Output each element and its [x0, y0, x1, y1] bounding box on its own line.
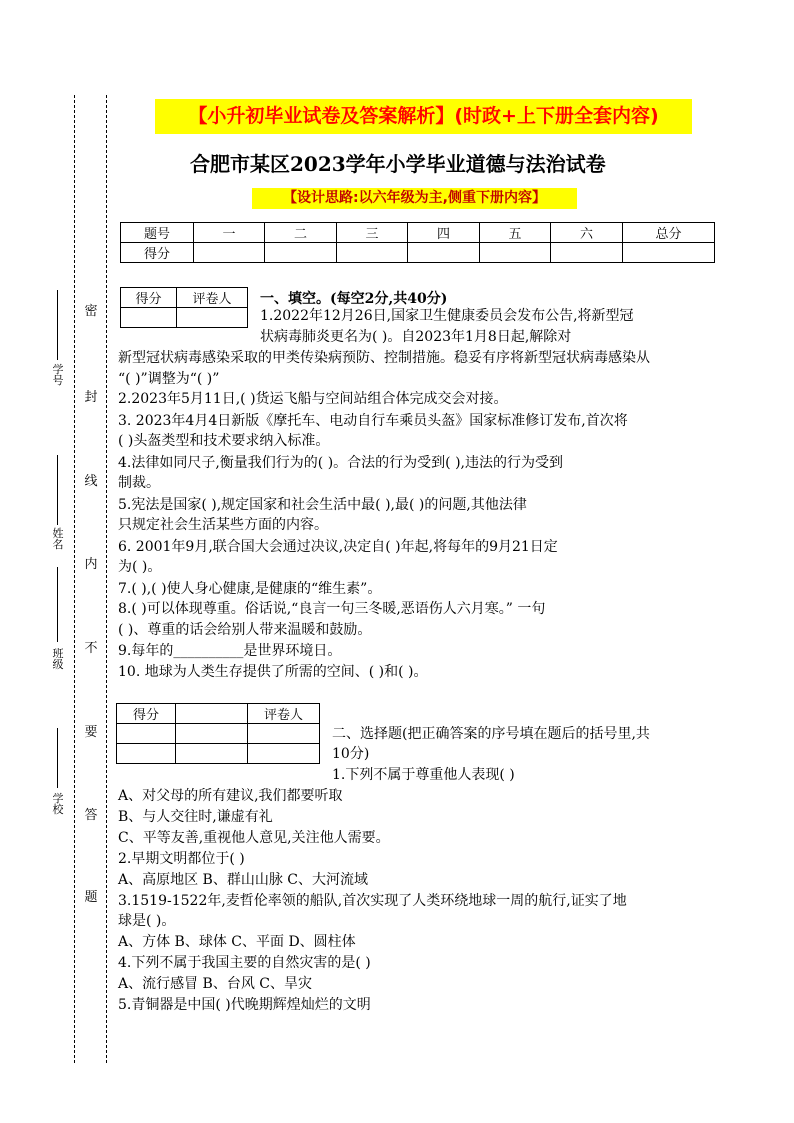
section-1-heading: 一、填空。(每空2分,共40分) [260, 291, 448, 307]
question-line: 球是( )。 [118, 913, 176, 929]
grader-name-label: 评卷人 [248, 704, 320, 724]
binding-char: 答 [84, 808, 98, 823]
grader-score-cell[interactable] [176, 744, 248, 764]
binding-dashed-line-right [106, 95, 107, 1063]
score-table-header: 总分 [623, 223, 715, 243]
binding-char: 密 [84, 304, 98, 319]
option-line: B、与人交往时,谦虚有礼 [118, 809, 273, 825]
grader-name-cell[interactable] [177, 308, 248, 328]
grader-empty-cell [176, 704, 248, 724]
score-table-header: 六 [551, 223, 623, 243]
score-cell[interactable] [265, 243, 337, 263]
score-table-header: 五 [480, 223, 551, 243]
score-cell[interactable] [408, 243, 480, 263]
question-line: 3. 2023年4月4日新版《摩托车、电动自行车乘员头盔》国家标准修订发布,首次将 [118, 413, 628, 429]
score-table-header: 题号 [121, 223, 194, 243]
binding-char: 不 [84, 641, 98, 656]
question-line: ( )头盔类型和技术要求纳入标准。 [118, 433, 330, 449]
question-line: 5.青铜器是中国( )代晚期辉煌灿烂的文明 [118, 997, 371, 1013]
question-line: ( )、尊重的话会给别人带来温暖和鼓励。 [118, 622, 372, 638]
binding-char: 要 [84, 725, 98, 740]
page-title: 合肥市某区2023学年小学毕业道德与法治试卷 [190, 152, 606, 176]
field-line-school[interactable] [57, 728, 58, 788]
question-line: 制裁。 [118, 475, 160, 491]
grader-name-label: 评卷人 [177, 288, 248, 308]
score-cell[interactable] [551, 243, 623, 263]
binding-char: 线 [84, 474, 98, 489]
grader-score-label: 得分 [121, 288, 177, 308]
grader-score-label: 得分 [117, 704, 176, 724]
question-line: 9.每年的__________是世界环境日。 [118, 643, 342, 659]
question-line: 2.2023年5月11日,( )货运飞船与空间站组合体完成交会对接。 [118, 391, 508, 407]
question-line: 7.( ),( )使人身心健康,是健康的“维生素”。 [118, 581, 382, 597]
field-line-class[interactable] [57, 567, 58, 642]
grader-name-cell[interactable] [248, 724, 320, 744]
section-2-heading: 二、选择题(把正确答案的序号填在题后的括号里,共 [332, 726, 650, 742]
grader-score-cell[interactable] [121, 308, 177, 328]
promo-banner: 【小升初毕业试卷及答案解析】(时政+上下册全套内容) [155, 99, 692, 134]
question-line: 只规定社会生活某些方面的内容。 [118, 517, 328, 533]
question-line: 3.1519-1522年,麦哲伦率领的船队,首次实现了人类环绕地球一周的航行,证实了地 [118, 893, 627, 909]
option-line: C、平等友善,重视他人意见,关注他人需要。 [118, 830, 390, 846]
grader-score-cell[interactable] [176, 724, 248, 744]
section-2-heading-cont: 10分) [332, 746, 370, 762]
grader-score-cell[interactable] [117, 744, 176, 764]
binding-dashed-line-left [74, 95, 75, 1063]
field-line-name[interactable] [57, 455, 58, 525]
grader-box-2 [116, 703, 320, 764]
question-line: 4.法律如同尺子,衡量我们行为的( )。合法的行为受到( ),违法的行为受到 [118, 455, 564, 471]
field-label-student-id: 学号 [52, 363, 64, 387]
score-cell[interactable] [194, 243, 265, 263]
score-cell[interactable] [480, 243, 551, 263]
score-table-header: 二 [265, 223, 337, 243]
question-line: 2.早期文明都位于( ) [118, 851, 245, 867]
binding-char: 内 [84, 557, 98, 572]
question-line: 状病毒肺炎更名为( )。自2023年1月8日起,解除对 [260, 329, 572, 345]
field-label-name: 姓名 [52, 527, 64, 551]
option-line: A、高原地区 B、群山山脉 C、大河流域 [118, 872, 369, 888]
field-label-class: 班级 [52, 647, 64, 671]
design-note: 【设计思路:以六年级为主,侧重下册内容】 [252, 188, 577, 209]
grader-box-1 [120, 287, 248, 328]
grader-score-cell[interactable] [117, 724, 176, 744]
question-line: 4.下列不属于我国主要的自然灾害的是( ) [118, 955, 371, 971]
question-line: 为( )。 [118, 559, 162, 575]
question-line: 6. 2001年9月,联合国大会通过决议,决定自( )年起,将每年的9月21日定 [118, 539, 558, 555]
question-line: 新型冠状病毒感染采取的甲类传染病预防、控制措施。稳妥有序将新型冠状病毒感染从 [118, 350, 650, 366]
score-table-header: 四 [408, 223, 480, 243]
grader-name-cell[interactable] [248, 744, 320, 764]
field-line-student-id[interactable] [57, 290, 58, 360]
field-label-school: 学校 [52, 792, 64, 816]
score-table-header: 一 [194, 223, 265, 243]
score-table [120, 222, 715, 263]
binding-char: 题 [84, 890, 98, 905]
option-line: A、流行感冒 B、台风 C、旱灾 [118, 976, 313, 992]
question-line: 5.宪法是国家( ),规定国家和社会生活中最( ),最( )的问题,其他法律 [118, 497, 527, 513]
question-line: 8.( )可以体现尊重。俗话说,“良言一句三冬暖,恶语伤人六月寒。” 一句 [118, 601, 546, 617]
score-cell[interactable] [337, 243, 408, 263]
question-line: 1.下列不属于尊重他人表现( ) [332, 767, 515, 783]
option-line: A、对父母的所有建议,我们都要听取 [118, 788, 343, 804]
option-line: A、方体 B、球体 C、平面 D、圆柱体 [118, 934, 356, 950]
binding-char: 封 [84, 390, 98, 405]
question-line: 10. 地球为人类生存提供了所需的空间、( )和( )。 [118, 664, 428, 680]
question-line: 1.2022年12月26日,国家卫生健康委员会发布公告,将新型冠 [260, 308, 634, 324]
score-row-label: 得分 [121, 243, 194, 263]
score-cell[interactable] [623, 243, 715, 263]
question-line: “( )”调整为“( )” [118, 371, 220, 387]
score-table-header: 三 [337, 223, 408, 243]
